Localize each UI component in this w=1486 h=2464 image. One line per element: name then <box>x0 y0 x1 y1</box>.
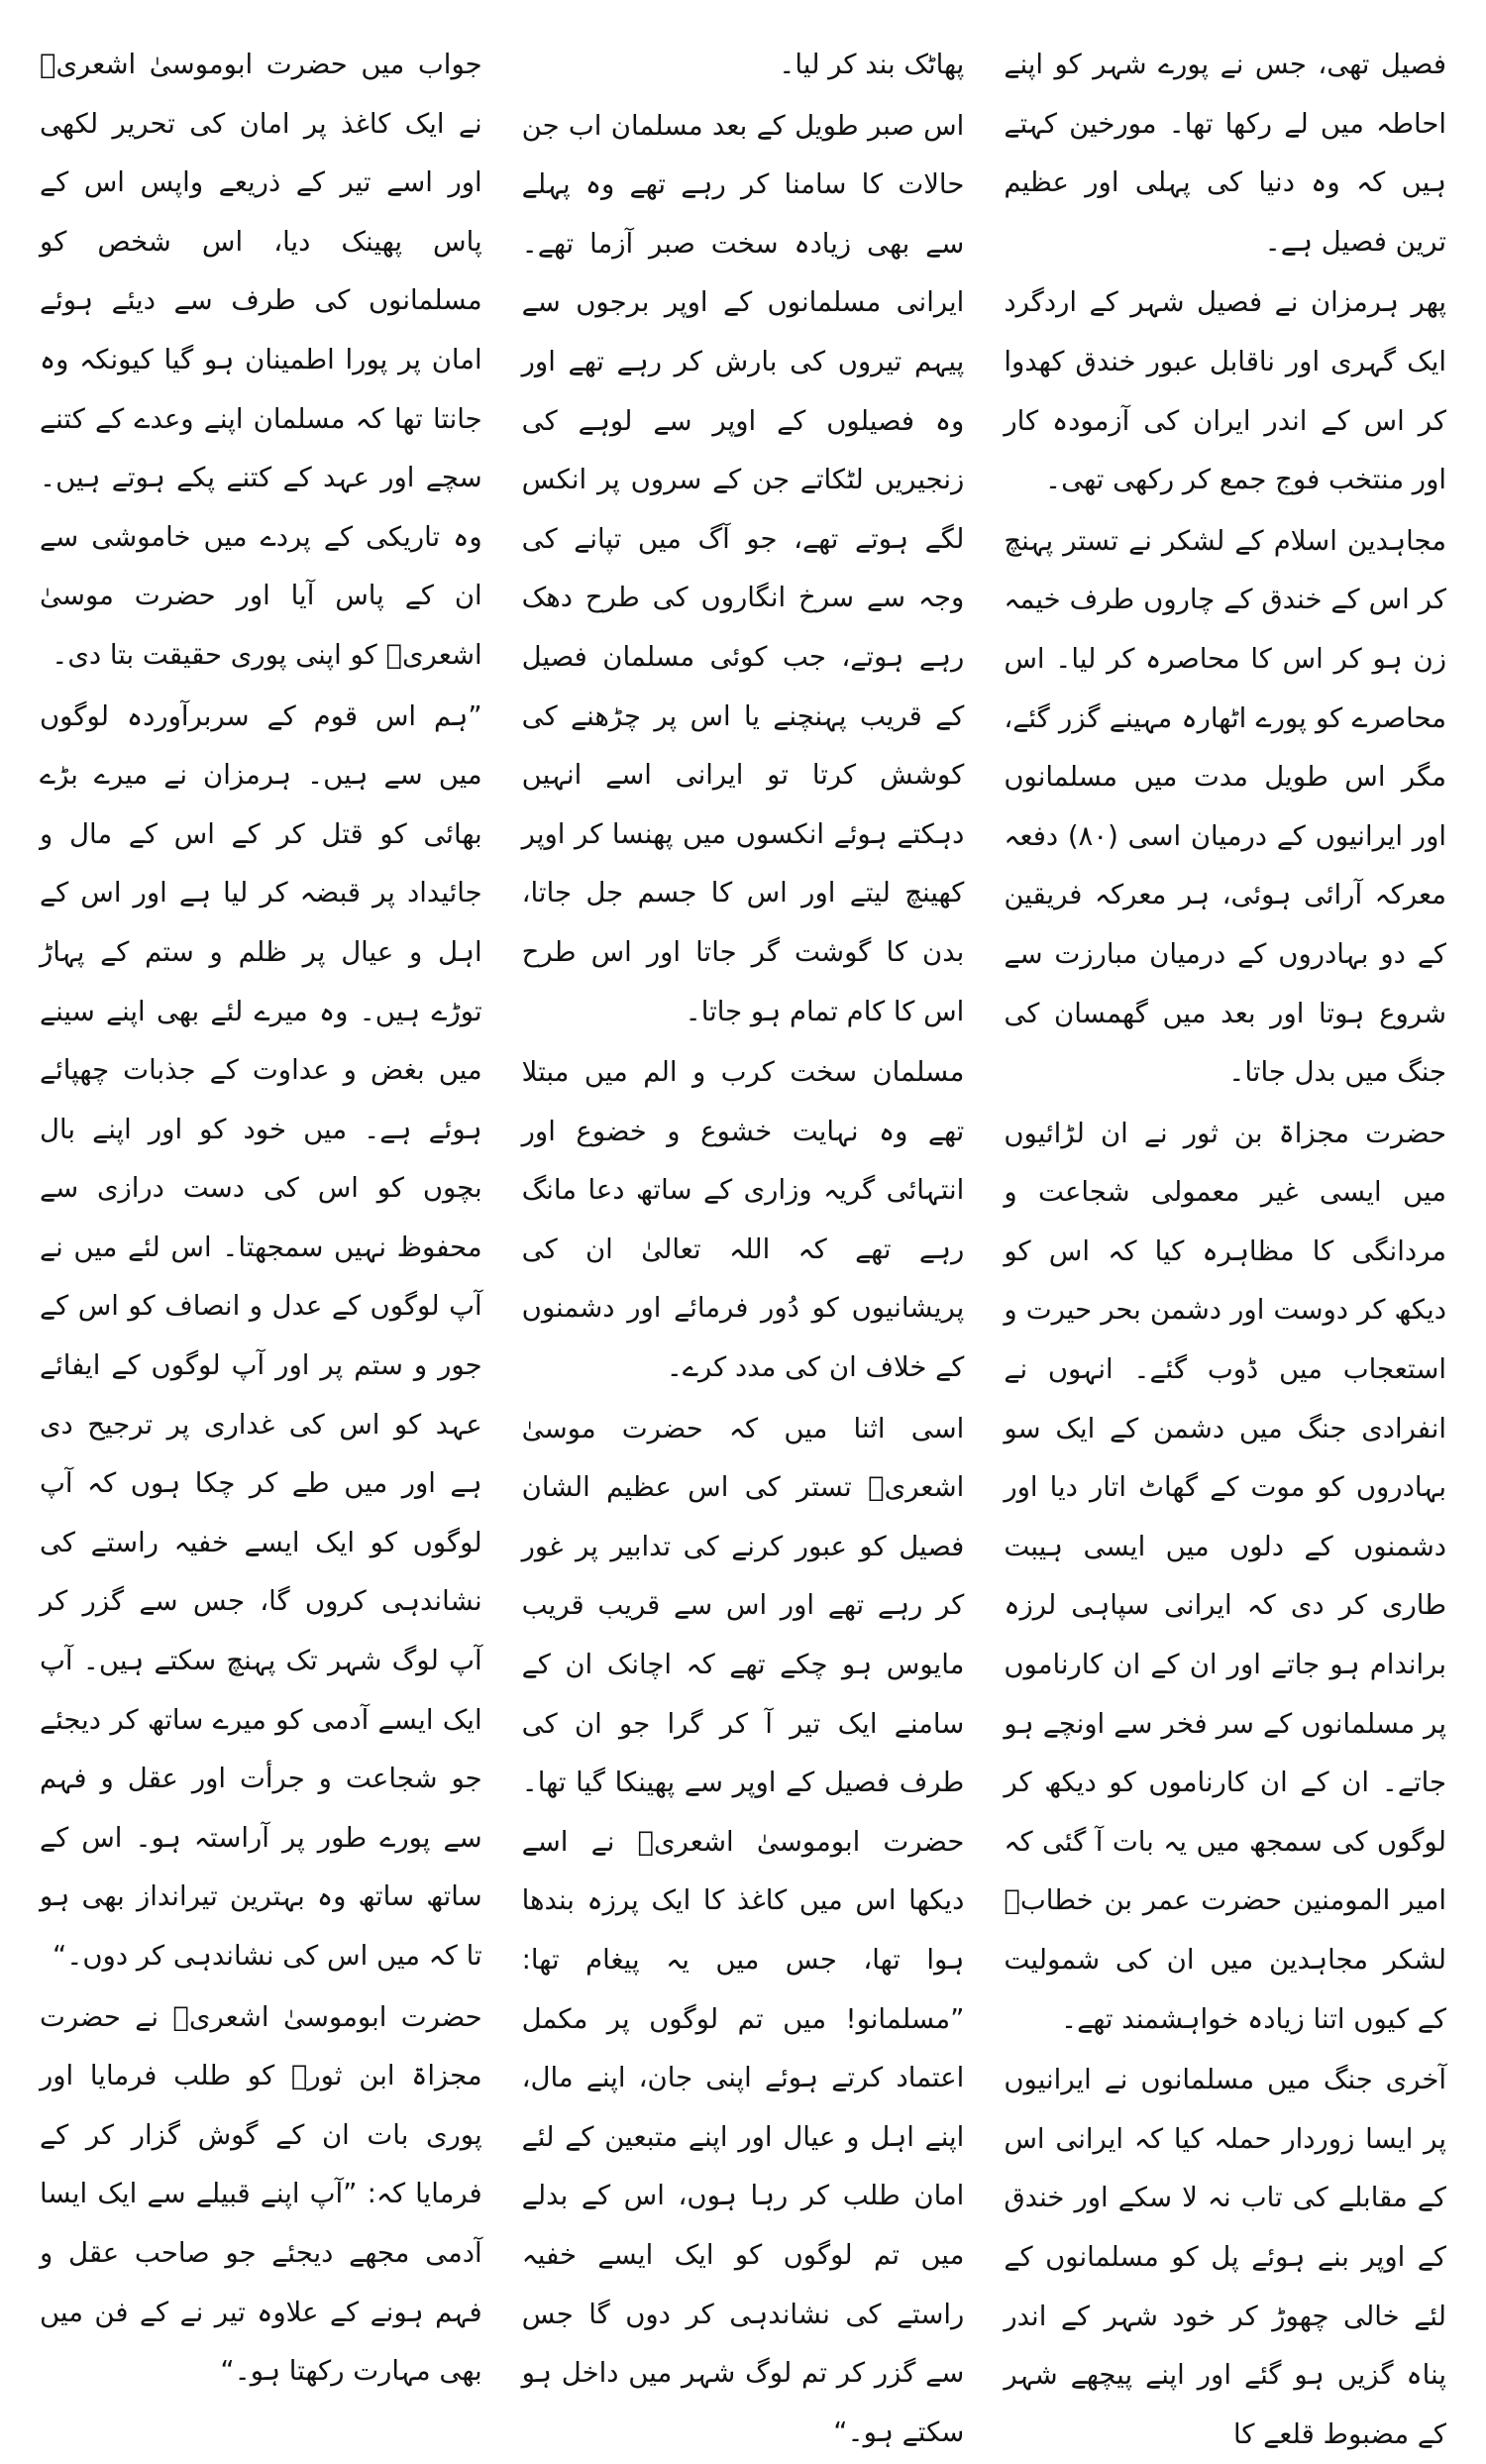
paragraph: آخری جنگ میں مسلمانوں نے ایرانیوں پر ایسا زوردار حملہ کیا کہ ایرانی اس کے مقابلے کی تاب نہ لا سکے اور خندق کے اوپر بنے ہوئے پل کو مسلمانوں کے لئے خالی چھوڑ کر خود شہر کے اندر پناہ گزیں ہو گئے اور اپنے پیچھے شہر کے مضبوط قلعے کا <box>1004 2064 1446 2450</box>
text-column-left <box>39 36 482 2388</box>
paragraph: ”ہم اس قوم کے سربرآوردہ لوگوں میں سے ہیں۔ ہرمزان نے میرے بڑے بھائی کو قتل کر کے اس کے مال و جائیداد پر قبضہ کر لیا ہے اور اس کے اہل و عیال پر ظلم و ستم کے پہاڑ توڑے ہیں۔ وہ میرے لئے بھی اپنے سینے میں بغض و عداوت کے جذبات چھپائے ہوئے ہے۔ میں خود کو اور اپنے بال بچوں کو اس کی دست درازی سے محفوظ نہیں سمجھتا۔ اس لئے میں نے آپ لوگوں کے عدل و انصاف کو اس کے جور و ستم پر اور آپ لوگوں کے ایفائے عہد کو اس کی غداری پر ترجیح دی ہے اور میں طے کر چکا ہوں کہ آپ لوگوں کو ایک ایسے خفیہ راستے کی نشاندہی کروں گا، جس سے گزر کر آپ لوگ شہر تک پہنچ سکتے ہیں۔ آپ ایک ایسے آدمی کو میرے ساتھ کر دیجئے جو شجاعت و جرأت اور عقل و فہم سے پورے طور پر آراستہ ہو۔ اس کے ساتھ ساتھ وہ بہترین تیرانداز بھی ہو تا کہ میں اس کی نشاندہی کر دوں۔“ <box>39 699 482 1972</box>
text-column-right <box>1004 36 1446 2450</box>
paragraph: مجاہدین اسلام کے لشکر نے تستر پہنچ کر اس کے خندق کے چاروں طرف خیمہ زن ہو کر اس کا محاصرہ کر لیا۔ اس محاصرے کو پورے اٹھارہ مہینے گزر گئے، مگر اس طویل مدت میں مسلمانوں اور ایرانیوں کے درمیان اسی (۸۰) دفعہ معرکہ آرائی ہوئی، ہر معرکہ فریقین کے دو بہادروں کے درمیان مبارزت سے شروع ہوتا اور بعد میں گھمسان کی جنگ میں بدل جاتا۔ <box>1004 524 1446 1089</box>
paragraph: پھر ہرمزان نے فصیل شہر کے اردگرد ایک گہری اور ناقابل عبور خندق کھدوا کر اس کے اندر ایران کی آزمودہ کار اور منتخب فوج جمع کر رکھی تھی۔ <box>1004 286 1446 496</box>
paragraph: حضرت مجزاۃ بن ثور نے ان لڑائیوں میں ایسی غیر معمولی شجاعت و مردانگی کا مظاہرہ کیا کہ اس کو دیکھ کر دوست اور دشمن بحر حیرت و استعجاب میں ڈوب گئے۔ انہوں نے انفرادی جنگ میں دشمن کے ایک سو بہادروں کو موت کے گھاٹ اتار دیا اور دشمنوں کے دلوں میں ایسی ہیبت طاری کر دی کہ ایرانی سپاہی لرزہ براندام ہو جاتے اور ان کے ان کارناموں پر مسلمانوں کے سر فخر سے اونچے ہو جاتے۔ ان کے ان کارناموں کو دیکھ کر لوگوں کی سمجھ میں یہ بات آ گئی کہ امیر المومنین حضرت عمر بن خطابؓ لشکر مجاہدین میں ان کی شمولیت کے کیوں اتنا زیادہ خواہشمند تھے۔ <box>1004 1117 1446 2035</box>
paragraph: اسی اثنا میں کہ حضرت موسیٰ اشعریؓ تستر کی اس عظیم الشان فصیل کو عبور کرنے کی تدابیر پر غور کر رہے تھے اور اس سے قریب قریب مایوس ہو چکے تھے کہ اچانک ان کے سامنے ایک تیر آ کر گرا جو ان کی طرف فصیل کے اوپر سے پھینکا گیا تھا۔ حضرت ابوموسیٰ اشعریؓ نے اسے دیکھا اس میں کاغذ کا ایک پرزہ بندھا ہوا تھا، جس میں یہ پیغام تھا: ”مسلمانو! میں تم لوگوں پر مکمل اعتماد کرتے ہوئے اپنی جان، اپنے مال، اپنے اہل و عیال اور اپنے متبعین کے لئے امان طلب کر رہا ہوں، اس کے بدلے میں تم لوگوں کو ایک ایسے خفیہ راستے کی نشاندہی کر دوں گا جس سے گزر کر تم لوگ شہر میں داخل ہو سکتے ہو۔“ <box>521 1412 965 2448</box>
paragraph: مسلمان سخت کرب و الم میں مبتلا تھے وہ نہایت خشوع و خضوع اور انتہائی گریہ وزاری کے ساتھ دعا مانگ رہے تھے کہ اللہ تعالیٰ ان کی پریشانیوں کو دُور فرمائے اور دشمنوں کے خلاف ان کی مدد کرے۔ <box>521 1056 965 1384</box>
paragraph: اس صبر طویل کے بعد مسلمان اب جن حالات کا سامنا کر رہے تھے وہ پہلے سے بھی زیادہ سخت صبر آزما تھے۔ ایرانی مسلمانوں کے اوپر برجوں سے پیہم تیروں کی بارش کر رہے تھے اور وہ فصیلوں کے اوپر سے لوہے کی زنجیریں لٹکاتے جن کے سروں پر انکس لگے ہوتے تھے، جو آگ میں تپانے کی وجہ سے سرخ انگاروں کی طرح دھک رہے ہوتے، جب کوئی مسلمان فصیل کے قریب پہنچنے یا اس پر چڑھنے کی کوشش کرتا تو ایرانی اسے انہیں دہکتے ہوئے انکسوں میں پھنسا کر اوپر کھینچ لیتے اور اس کا جسم جل جاتا، بدن کا گوشت گر جاتا اور اس طرح اس کا کام تمام ہو جاتا۔ <box>521 109 965 1027</box>
paragraph: جواب میں حضرت ابوموسیٰ اشعریؓ نے ایک کاغذ پر امان کی تحریر لکھی اور اسے تیر کے ذریعے واپس اس کے پاس پھینک دیا، اس شخص کو مسلمانوں کی طرف سے دیئے ہوئے امان پر پورا اطمینان ہو گیا کیونکہ وہ جانتا تھا کہ مسلمان اپنے وعدے کے کتنے سچے اور عہد کے کتنے پکے ہوتے ہیں۔ وہ تاریکی کے پردے میں خاموشی سے ان کے پاس آیا اور حضرت موسیٰ اشعریؓ کو اپنی پوری حقیقت بتا دی۔ <box>39 49 482 671</box>
paragraph: فصیل تھی، جس نے پورے شہر کو اپنے احاطہ میں لے رکھا تھا۔ مورخین کہتے ہیں کہ وہ دنیا کی پہلی اور عظیم ترین فصیل ہے۔ <box>1004 49 1446 258</box>
text-column-middle <box>521 36 965 2448</box>
paragraph: حضرت ابوموسیٰ اشعریؓ نے حضرت مجزاۃ ابن ثورؓ کو طلب فرمایا اور پوری بات ان کے گوش گزار کر کے فرمایا کہ: ”آپ اپنے قبیلے سے ایک ایسا آدمی مجھے دیجئے جو صاحب عقل و فہم ہونے کے علاوہ تیر نے کے فن میں بھی مہارت رکھتا ہو۔“ <box>39 2000 482 2388</box>
paragraph: پھاٹک بند کر لیا۔ <box>779 49 965 80</box>
